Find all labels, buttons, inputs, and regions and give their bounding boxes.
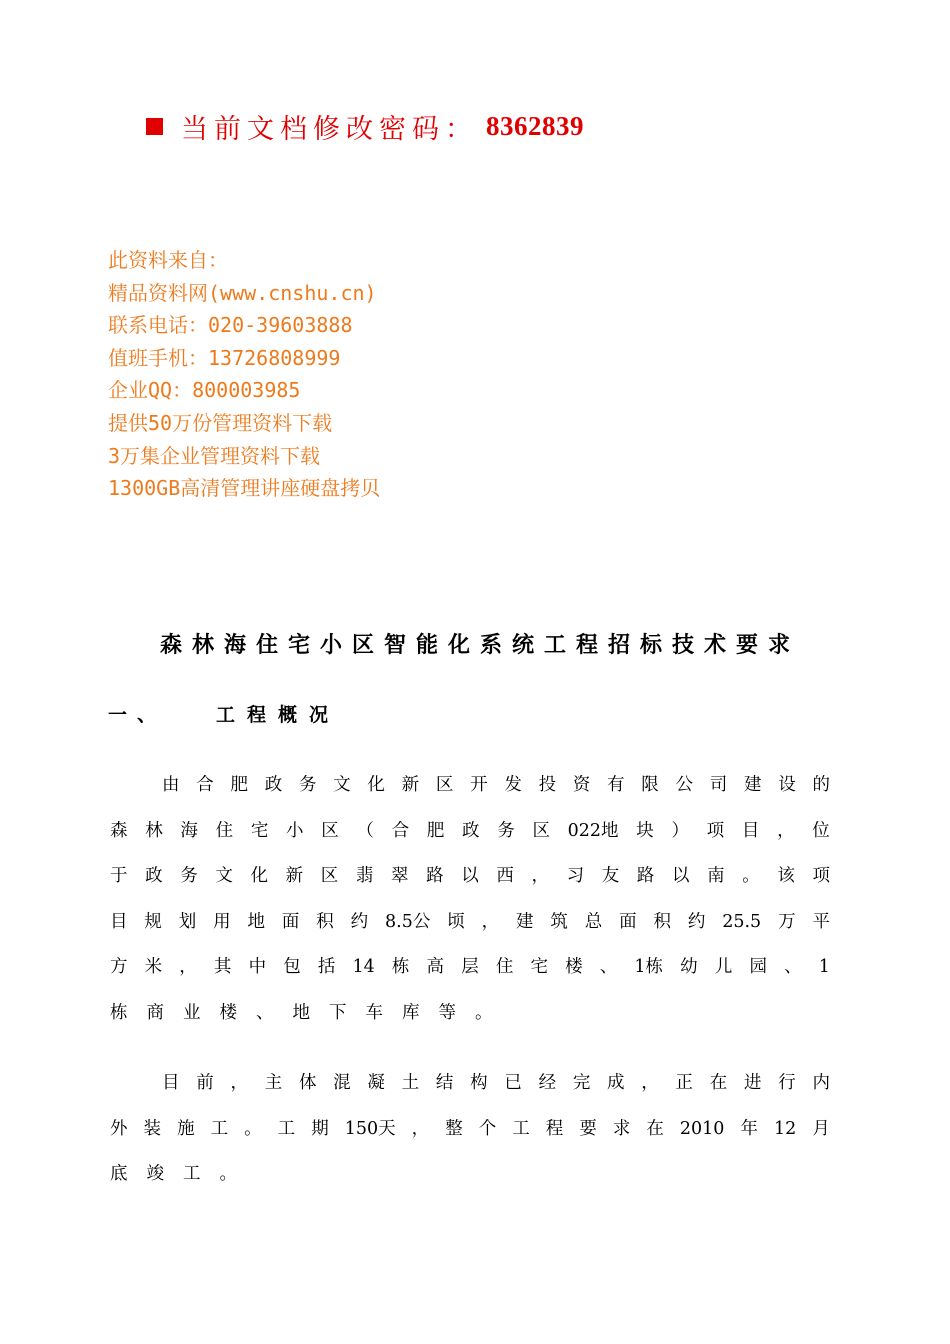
text-token: 该 <box>777 866 795 887</box>
text-token: 目 <box>741 820 760 841</box>
text-token: 路 <box>636 866 655 887</box>
text-token: 前 <box>196 1073 214 1093</box>
text-token: 务 <box>298 775 317 795</box>
text-token: 装 <box>143 1118 162 1139</box>
text-token: 新 <box>401 775 420 795</box>
paragraph-progress <box>110 1061 830 1198</box>
text-token: 资 <box>572 775 591 795</box>
text-token: 西 <box>496 866 514 887</box>
text-token: 筑 <box>550 911 568 932</box>
text-token: 地 <box>247 911 265 932</box>
password-label: 当前文档修改密码： <box>181 113 478 145</box>
text-token: 平 <box>812 911 830 932</box>
text-token: ， <box>179 957 197 978</box>
text-token: 肥 <box>426 820 445 841</box>
text-token: 海 <box>180 820 198 841</box>
text-token: 楼 <box>565 957 583 978</box>
text-token: 区 <box>321 820 339 841</box>
text-token: 施 <box>177 1118 195 1139</box>
paragraph-line <box>110 854 830 900</box>
text-token: 求 <box>612 1118 631 1139</box>
text-token: 的 <box>812 775 830 795</box>
text-token: 总 <box>584 911 603 932</box>
text-token: 层 <box>461 957 479 978</box>
text-token: 路 <box>426 866 444 887</box>
text-token: 主 <box>264 1073 283 1093</box>
text-token: 14 <box>352 957 375 978</box>
text-token: 司 <box>709 775 728 795</box>
section-number: 一、 <box>108 704 167 726</box>
text-token: 工 <box>210 1118 229 1139</box>
text-token: 块 <box>636 820 654 841</box>
text-token: 面 <box>281 911 300 932</box>
text-token: 、 <box>784 957 802 978</box>
text-token: 合 <box>196 775 214 795</box>
text-token: 结 <box>435 1073 454 1093</box>
paragraph-line <box>110 809 830 855</box>
text-token: 文 <box>333 775 351 795</box>
text-token: 、 <box>599 957 618 978</box>
text-token: 限 <box>641 775 659 795</box>
text-token: 有 <box>607 775 625 795</box>
text-token: 森 <box>110 820 128 841</box>
text-token: 翡 <box>355 866 374 887</box>
text-token: 区 <box>435 775 454 795</box>
text-token: 成 <box>607 1073 625 1093</box>
text-token: 设 <box>778 775 796 795</box>
text-token: 中 <box>248 957 267 978</box>
text-token: 目 <box>110 911 128 932</box>
text-token: 项 <box>706 820 725 841</box>
paragraph-line <box>110 1061 830 1107</box>
text-token: 150天 <box>344 1118 396 1139</box>
text-token: 项 <box>812 866 830 887</box>
text-token: 年 <box>740 1118 758 1139</box>
text-token: 务 <box>497 820 515 841</box>
text-token: 政 <box>264 775 283 795</box>
paragraph-line <box>110 1152 830 1198</box>
text-token: 、 <box>256 1002 274 1023</box>
text-token: 构 <box>470 1073 488 1093</box>
text-token: （ <box>356 820 374 841</box>
text-token: 规 <box>144 911 162 932</box>
square-bullet-icon <box>146 118 163 135</box>
text-token: 栋 <box>110 1002 128 1023</box>
text-token: 以 <box>672 866 690 887</box>
text-token: 用 <box>213 911 231 932</box>
text-token: 翠 <box>391 866 409 887</box>
text-token: 2010 <box>679 1118 725 1139</box>
text-token: 库 <box>402 1002 420 1023</box>
text-token: 月 <box>812 1118 830 1139</box>
text-token: 肥 <box>230 775 248 795</box>
text-token: 8.5公 <box>385 911 431 932</box>
paragraph-line <box>110 1107 830 1153</box>
text-token: 经 <box>538 1073 557 1093</box>
text-token: 在 <box>709 1073 728 1093</box>
text-token: ， <box>531 866 549 887</box>
text-token: 工 <box>277 1118 296 1139</box>
text-token: 方 <box>110 957 128 978</box>
text-token: 栋 <box>391 957 410 978</box>
text-token: 整 <box>445 1118 463 1139</box>
text-token: 工 <box>183 1164 201 1185</box>
text-token: 包 <box>283 957 301 978</box>
password-notice <box>146 104 584 148</box>
source-line: 企业QQ：800003985 <box>108 378 301 403</box>
text-token: 在 <box>646 1118 664 1139</box>
text-token: 车 <box>365 1002 383 1023</box>
text-token: 住 <box>495 957 514 978</box>
text-token: ， <box>481 911 500 932</box>
text-token: 公 <box>675 775 694 795</box>
text-token: 括 <box>317 957 336 978</box>
text-token: 化 <box>250 866 268 887</box>
text-token: 等 <box>438 1002 456 1023</box>
text-token: 合 <box>391 820 410 841</box>
text-token: 1 <box>818 957 830 978</box>
paragraph-line <box>110 900 830 946</box>
text-token: 行 <box>778 1073 796 1093</box>
text-token: 完 <box>572 1073 591 1093</box>
text-token: 宅 <box>530 957 548 978</box>
text-token: 竣 <box>146 1164 164 1185</box>
text-token: 化 <box>367 775 385 795</box>
text-token: 楼 <box>219 1002 237 1023</box>
text-token: 下 <box>329 1002 347 1023</box>
source-line: 3万集企业管理资料下载 <box>108 443 321 468</box>
text-token: 儿 <box>714 957 733 978</box>
text-token: 。 <box>244 1118 262 1139</box>
section-title: 工程概况 <box>216 704 341 726</box>
text-token: 凝 <box>367 1073 385 1093</box>
text-token: 友 <box>601 866 620 887</box>
text-token: 12 <box>774 1118 797 1139</box>
text-token: 要 <box>579 1118 597 1139</box>
text-token: 小 <box>286 820 304 841</box>
text-token: 发 <box>504 775 522 795</box>
document-title: 森林海住宅小区智能化系统工程招标技术要求 <box>159 633 800 658</box>
text-token: 由 <box>162 775 180 795</box>
text-token: 建 <box>743 775 762 795</box>
text-token: 个 <box>478 1118 497 1139</box>
text-token: 进 <box>743 1073 762 1093</box>
password-value: 8362839 <box>486 110 584 141</box>
text-token: 其 <box>213 957 232 978</box>
text-token: 约 <box>687 911 706 932</box>
text-token: ， <box>777 820 795 841</box>
text-token: 地 <box>292 1002 310 1023</box>
text-token: 区 <box>532 820 550 841</box>
text-token: 位 <box>812 820 830 841</box>
text-token: 期 <box>311 1118 329 1139</box>
text-token: 外 <box>110 1118 128 1139</box>
text-token: 正 <box>675 1073 694 1093</box>
paragraph-line <box>110 945 830 991</box>
text-token: 米 <box>144 957 163 978</box>
text-token: 习 <box>566 866 585 887</box>
text-token: 新 <box>285 866 304 887</box>
paragraph-line <box>110 763 830 809</box>
text-token: 。 <box>475 1002 493 1023</box>
text-token: 1栋 <box>634 957 664 978</box>
text-token: ） <box>671 820 689 841</box>
text-token: 内 <box>812 1073 830 1093</box>
text-token: 已 <box>504 1073 522 1093</box>
text-token: 商 <box>146 1002 164 1023</box>
text-token: 程 <box>545 1118 564 1139</box>
text-token: 文 <box>215 866 233 887</box>
text-token: 于 <box>110 866 128 887</box>
text-token: 万 <box>778 911 796 932</box>
text-token: 。 <box>219 1164 237 1185</box>
source-line: 1300GB高清管理讲座硬盘拷贝 <box>108 476 381 501</box>
source-line: 此资料来自： <box>108 248 228 272</box>
text-token: ， <box>230 1073 248 1093</box>
text-token: 南 <box>707 866 725 887</box>
text-token: 政 <box>145 866 163 887</box>
text-token: 积 <box>316 911 334 932</box>
text-token: 政 <box>462 820 480 841</box>
text-token: 土 <box>401 1073 420 1093</box>
text-token: 开 <box>470 775 488 795</box>
text-token: 约 <box>350 911 369 932</box>
text-token: ， <box>411 1118 430 1139</box>
text-token: 建 <box>515 911 534 932</box>
text-token: 面 <box>619 911 637 932</box>
text-token: 022地 <box>567 820 619 841</box>
text-token: 以 <box>461 866 479 887</box>
text-token: 混 <box>333 1073 351 1093</box>
text-token: 林 <box>145 820 163 841</box>
text-token: 宅 <box>250 820 269 841</box>
text-token: 投 <box>538 775 557 795</box>
text-token: 积 <box>653 911 671 932</box>
paragraph-overview <box>110 763 830 1037</box>
text-token: 区 <box>320 866 339 887</box>
source-line: 提供50万份管理资料下载 <box>108 410 333 435</box>
text-token: 业 <box>183 1002 201 1023</box>
text-token: 底 <box>110 1164 128 1185</box>
text-token: 目 <box>162 1073 180 1093</box>
source-line: 值班手机：13726808999 <box>108 345 341 370</box>
text-token: 划 <box>178 911 197 932</box>
paragraph-line <box>110 991 830 1037</box>
text-token: 园 <box>749 957 767 978</box>
text-token: 住 <box>215 820 234 841</box>
source-line: 精品资料网(www.cnshu.cn) <box>108 280 377 305</box>
source-line: 联系电话：020-39603888 <box>108 313 353 338</box>
text-token: 体 <box>298 1073 317 1093</box>
text-token: 高 <box>426 957 445 978</box>
section-heading <box>108 700 340 727</box>
text-token: 25.5 <box>722 911 762 932</box>
text-token: 务 <box>180 866 198 887</box>
text-token: ， <box>641 1073 659 1093</box>
source-info <box>108 244 380 505</box>
text-token: 幼 <box>680 957 698 978</box>
text-token: 。 <box>742 866 760 887</box>
text-token: 工 <box>512 1118 530 1139</box>
text-token: 顷 <box>447 911 465 932</box>
